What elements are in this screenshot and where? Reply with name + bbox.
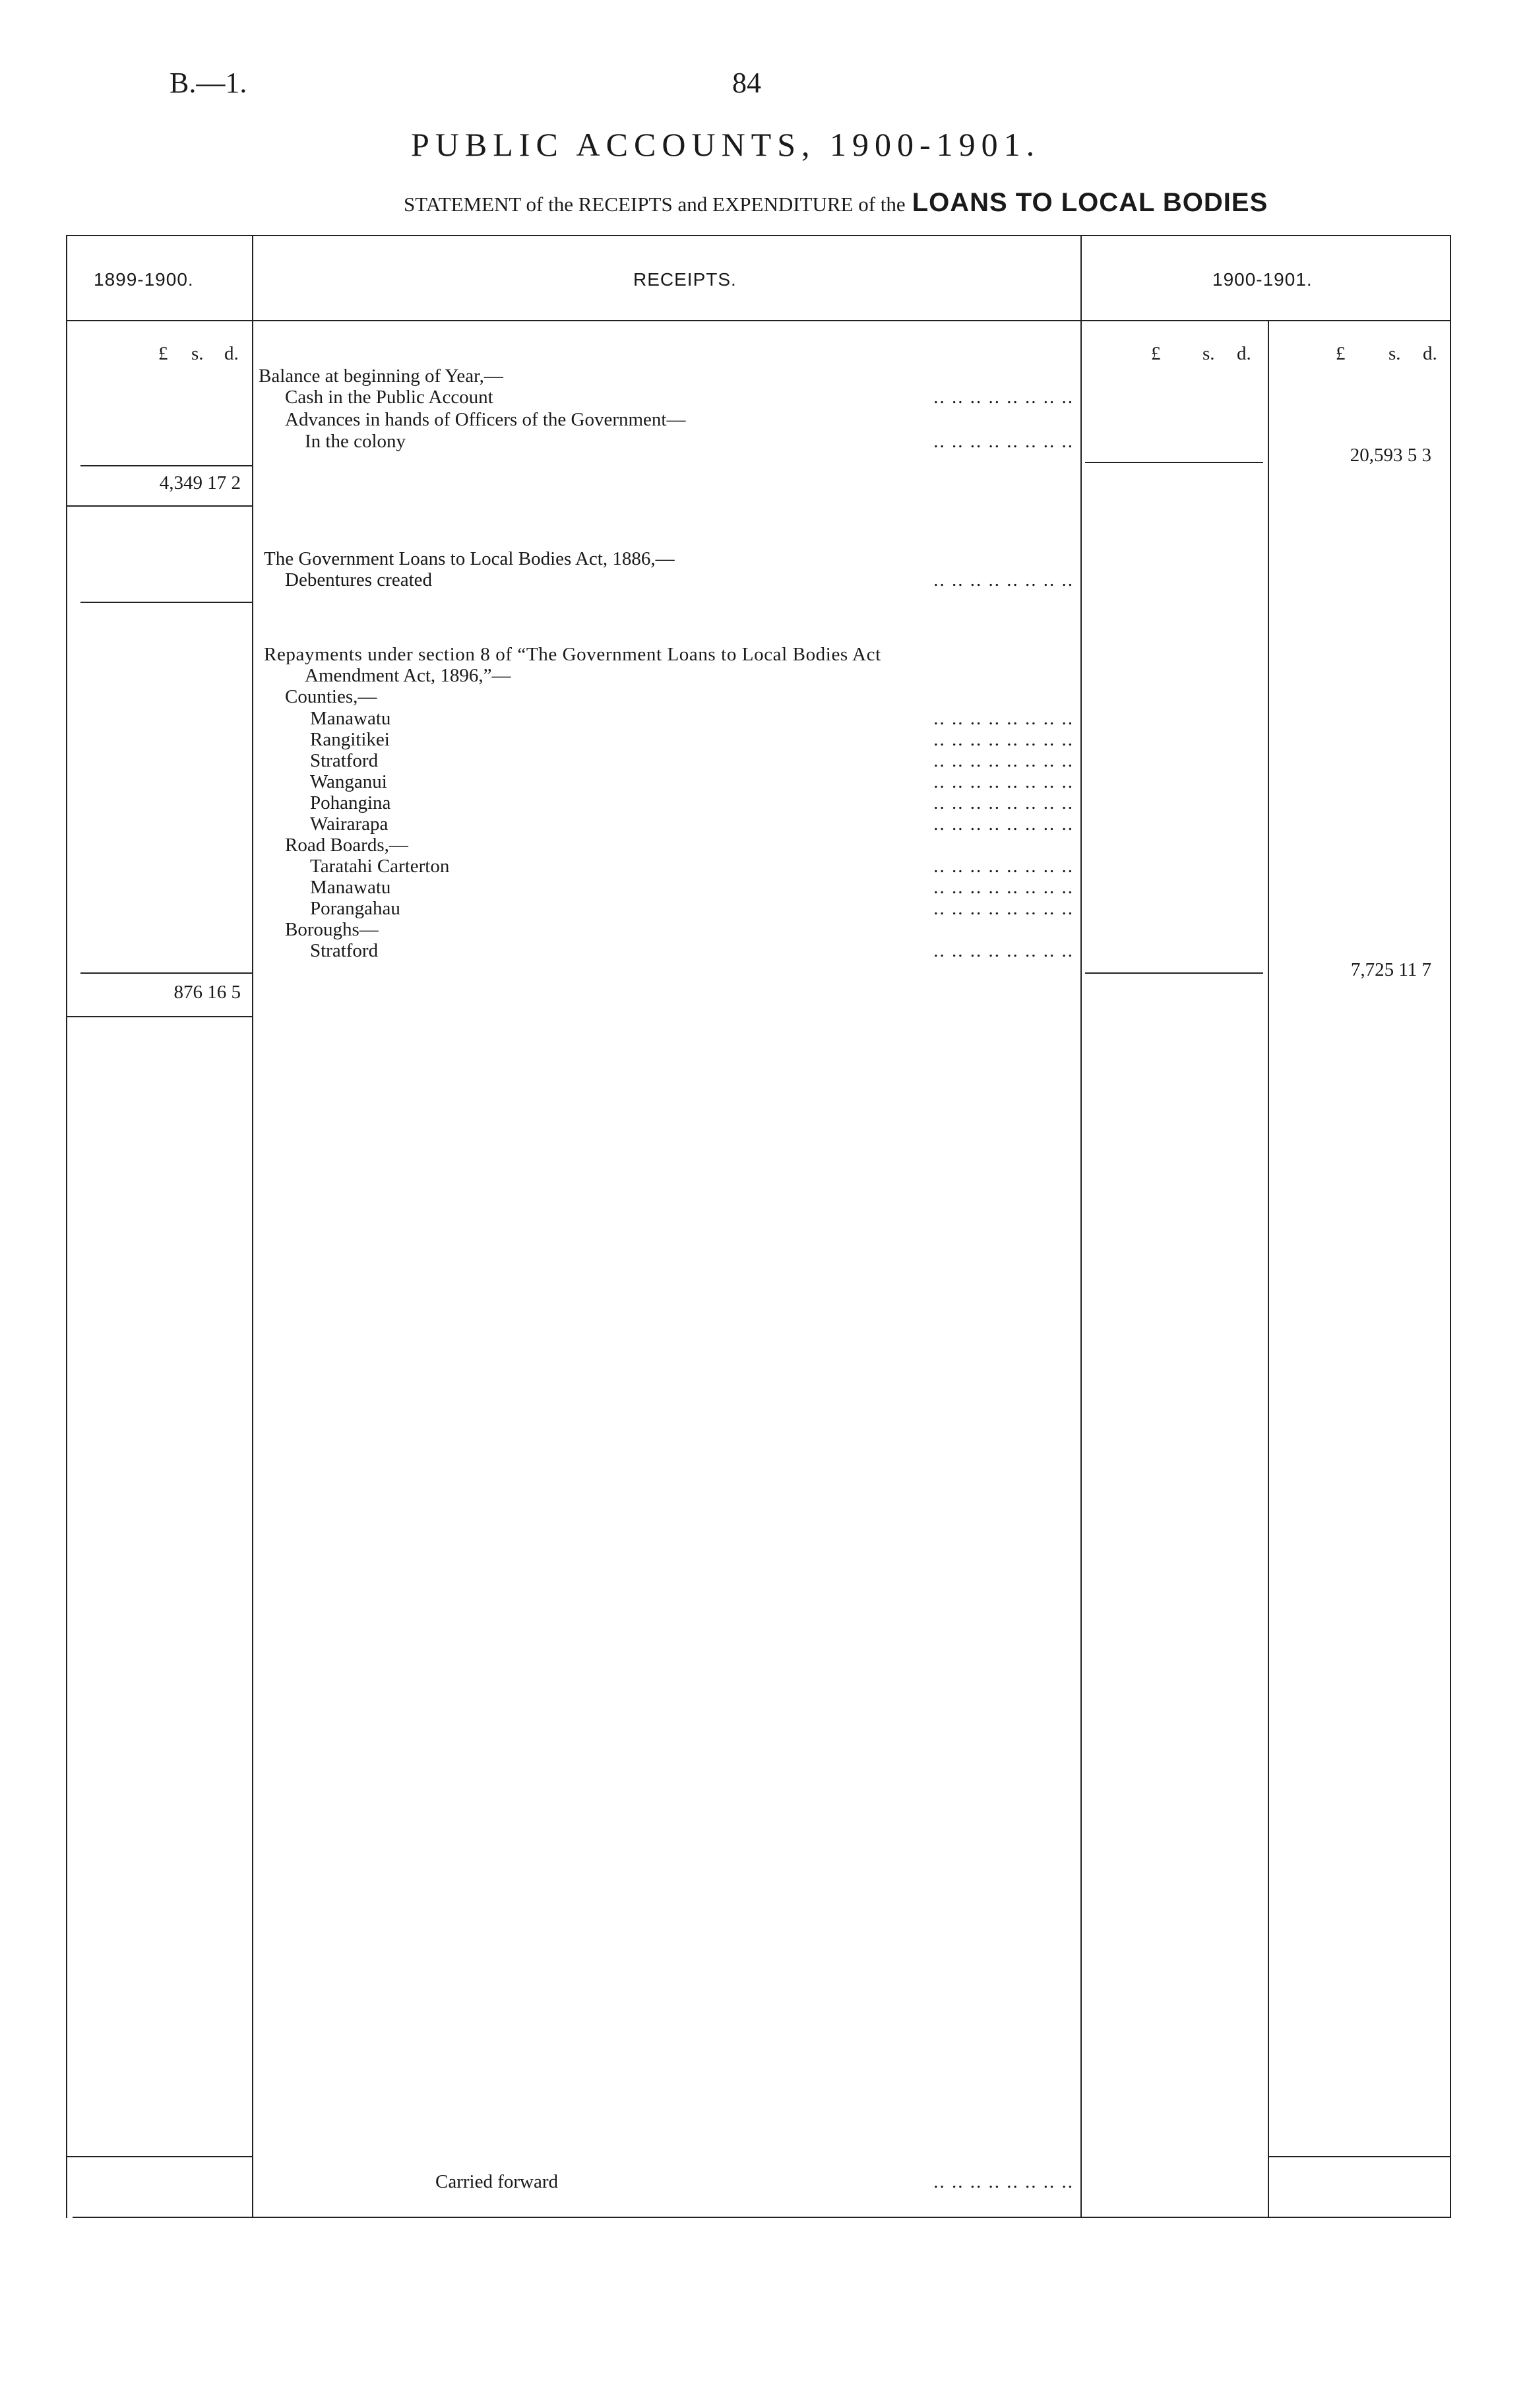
row-label: Manawatu (310, 708, 391, 729)
header-prior-year: 1899-1900. (94, 269, 194, 290)
header-bottom-rule (66, 320, 1451, 321)
unit-pence: d. (224, 343, 239, 364)
row-label: Balance at beginning of Year,— (259, 365, 503, 387)
subtotal-rule (1085, 462, 1263, 463)
row-label: Stratford (310, 940, 379, 961)
footer-rule (66, 2156, 252, 2157)
row-label: Wairarapa (310, 813, 389, 835)
row-label: Stratford (310, 750, 379, 771)
row-label: Boroughs— (285, 919, 379, 940)
unit-shillings: s. (1388, 343, 1401, 364)
row-label: Porangahau (310, 898, 400, 919)
row-label: The Government Loans to Local Bodies Act, 1886,— (264, 548, 675, 569)
unit-shillings: s. (191, 343, 204, 364)
row-label: Rangitikei (310, 729, 390, 750)
row-label: Cash in the Public Account (285, 387, 493, 408)
prior-column-rule (252, 235, 253, 2218)
leader-dots: .. .. .. .. .. .. .. .. (933, 856, 1074, 877)
subtitle-prefix: STATEMENT of the RECEIPTS and EXPENDITURE of the (404, 193, 906, 216)
page-title: PUBLIC ACCOUNTS, 1900-1901. (411, 126, 1041, 163)
subtotal-balance-prior: 4,349 17 2 (159, 472, 241, 493)
row-label: Road Boards,— (285, 835, 408, 856)
section-rule (66, 505, 252, 507)
row-label: Amendment Act, 1896,”— (305, 665, 511, 686)
row-label: Debentures created (285, 569, 433, 590)
leader-dots: .. .. .. .. .. .. .. .. (933, 2171, 1074, 2192)
unit-pound: £ (1151, 343, 1161, 364)
header-receipts: RECEIPTS. (633, 269, 737, 290)
section-rule (80, 602, 252, 603)
leader-dots: .. .. .. .. .. .. .. .. (933, 898, 1074, 919)
subtotal-rule (1085, 972, 1263, 974)
leader-dots: .. .. .. .. .. .. .. .. (933, 387, 1074, 408)
unit-pound: £ (158, 343, 168, 364)
unit-pence: d. (1237, 343, 1251, 364)
footer-rule (1268, 2156, 1450, 2157)
leader-dots: .. .. .. .. .. .. .. .. (933, 708, 1074, 729)
leader-dots: .. .. .. .. .. .. .. .. (933, 813, 1074, 835)
row-label: Counties,— (285, 686, 377, 707)
row-label: Wanganui (310, 771, 387, 792)
section-rule (66, 1016, 252, 1017)
inner-column-rule (1268, 320, 1269, 2218)
subtotal-rule (80, 972, 252, 974)
unit-pound: £ (1336, 343, 1346, 364)
leader-dots: .. .. .. .. .. .. .. .. (933, 940, 1074, 961)
leader-dots: .. .. .. .. .. .. .. .. (933, 750, 1074, 771)
table-left-rule (66, 235, 67, 2218)
unit-shillings: s. (1202, 343, 1215, 364)
subtitle-emphasis: LOANS TO LOCAL BODIES (912, 188, 1268, 217)
subtotal-repayments-current: 7,725 11 7 (1350, 959, 1431, 980)
leader-dots: .. .. .. .. .. .. .. .. (933, 771, 1074, 792)
carried-forward-label: Carried forward (435, 2171, 558, 2192)
subtotal-repayments-prior: 876 16 5 (173, 982, 241, 1003)
leader-dots: .. .. .. .. .. .. .. .. (933, 792, 1074, 813)
leader-dots: .. .. .. .. .. .. .. .. (933, 569, 1074, 590)
leader-dots: .. .. .. .. .. .. .. .. (933, 431, 1074, 452)
receipts-column-rule (1080, 235, 1082, 2218)
row-label: Repayments under section 8 of “The Government Loans to Local Bodies Act (264, 644, 881, 665)
subtotal-balance-current: 20,593 5 3 (1350, 445, 1431, 466)
document-reference: B.—1. (170, 67, 247, 99)
row-label: Taratahi Carterton (310, 856, 450, 877)
header-current-year: 1900-1901. (1212, 269, 1313, 290)
page-number: 84 (732, 67, 761, 99)
row-label: Manawatu (310, 877, 391, 898)
table-top-rule (66, 235, 1451, 236)
row-label: In the colony (305, 431, 406, 452)
row-label: Advances in hands of Officers of the Government— (285, 409, 686, 430)
table-right-rule (1450, 235, 1451, 2218)
row-label: Pohangina (310, 792, 391, 813)
subtotal-rule (80, 465, 252, 466)
leader-dots: .. .. .. .. .. .. .. .. (933, 877, 1074, 898)
statement-subtitle (404, 188, 1268, 218)
table-bottom-rule (73, 2217, 1451, 2218)
leader-dots: .. .. .. .. .. .. .. .. (933, 729, 1074, 750)
unit-pence: d. (1423, 343, 1437, 364)
